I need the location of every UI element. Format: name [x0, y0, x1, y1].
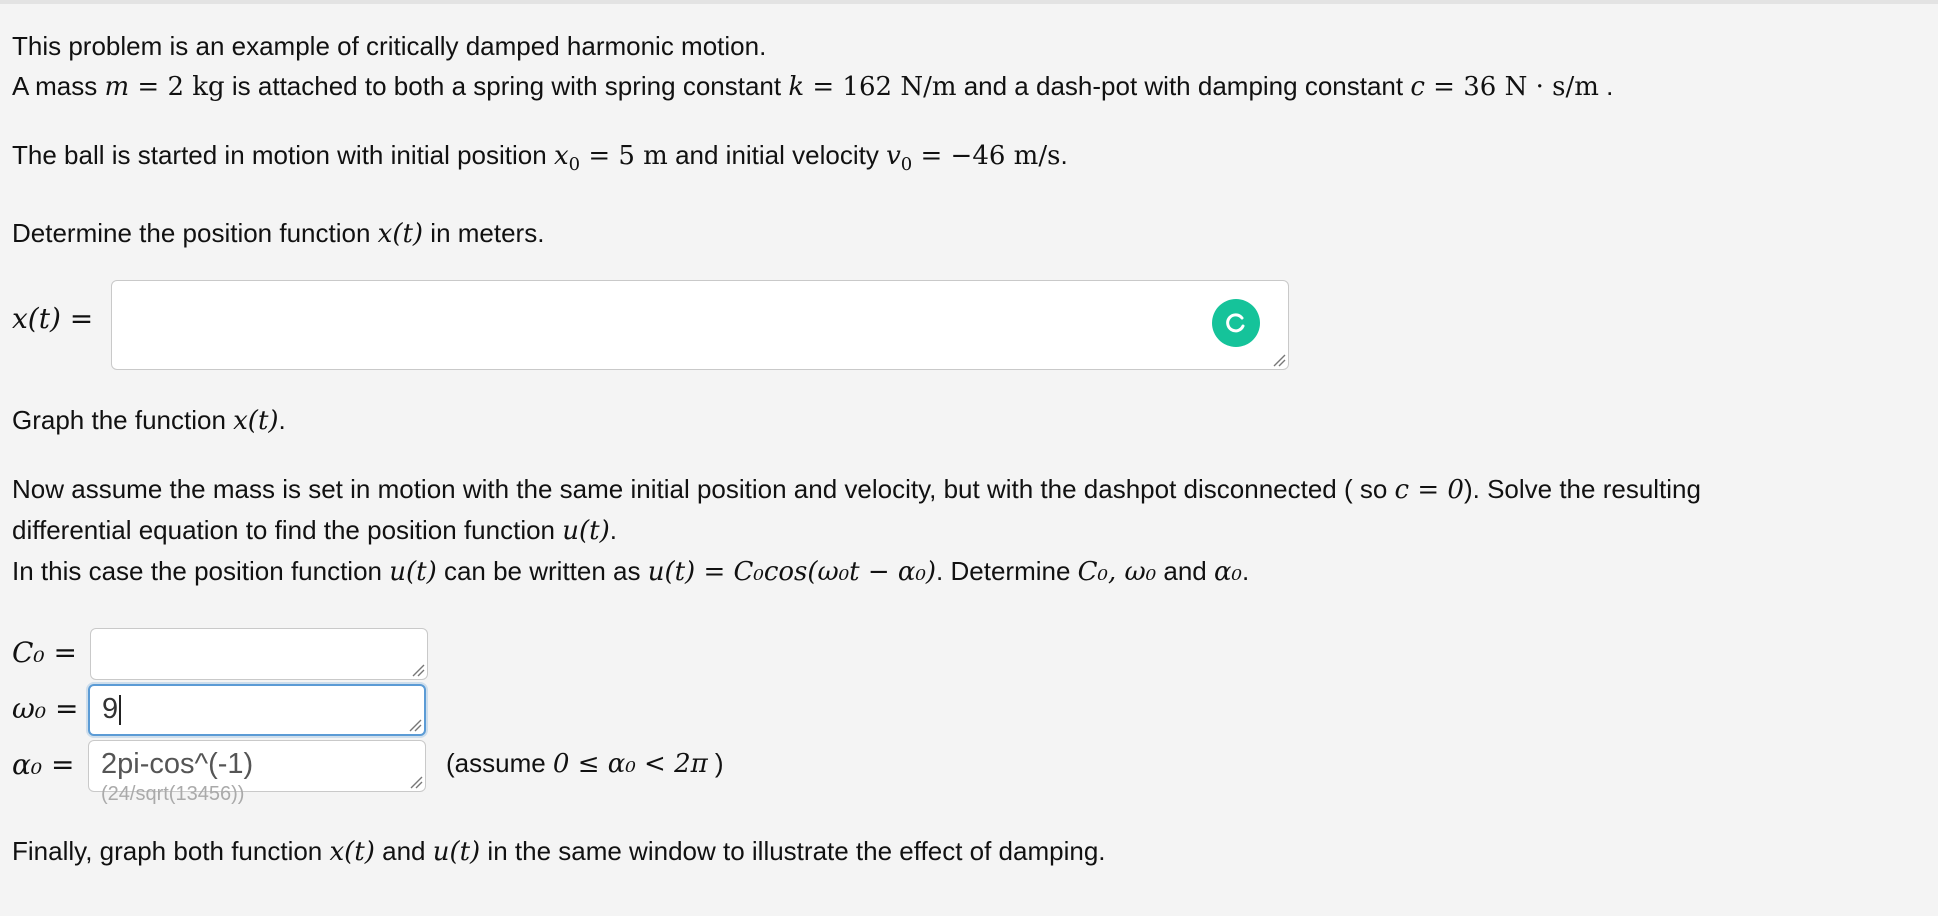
top-divider [0, 0, 1938, 4]
a0-label: α₀ = [12, 748, 75, 781]
problem-text [12, 26, 1922, 254]
initial-conditions: The ball is started in motion with initial position $x_0 = 5$ m and initial velocity $v_0 = -46$ m/s. [12, 140, 1068, 176]
text-caret [119, 695, 121, 725]
resize-handle-icon[interactable] [408, 718, 422, 732]
resize-handle-icon[interactable] [1272, 353, 1286, 367]
undamped-line-2: differential equation to find the position function u(t). [12, 515, 617, 546]
graph-and-undamped-text [12, 400, 1922, 592]
w0-input[interactable]: 9 [88, 684, 426, 736]
c0-input[interactable] [90, 628, 428, 680]
x-answer-label: x(t) = [12, 302, 94, 335]
w0-label: ω₀ = [12, 692, 79, 725]
undamped-line-1: Now assume the mass is set in motion with the same initial position and velocity, but with the dashpot disconnected ( so c = 0). Solve the resulting [12, 474, 1701, 505]
resize-handle-icon[interactable] [409, 775, 423, 789]
final-prompt: Finally, graph both function x(t) and u(t) in the same window to illustrate the effect of damping. [12, 836, 1106, 867]
resize-handle-icon[interactable] [411, 663, 425, 677]
x-answer-input[interactable] [111, 280, 1289, 370]
c0-label: C₀ = [12, 636, 78, 669]
determine-prompt: Determine the position function x(t) in meters. [12, 218, 545, 250]
a0-overflow-text: (24/sqrt(13456)) [101, 783, 245, 805]
a0-input[interactable]: 2pi-cos^(-1) (24/sqrt(13456)) [88, 740, 426, 792]
grammarly-icon[interactable] [1212, 299, 1260, 347]
intro-line-2: A mass m = 2 kg is attached to both a spring with spring constant k = 162 N/m and a dash-pot with damping constant c = 36 N · s/m . [12, 71, 1614, 102]
graph-prompt: Graph the function x(t). [12, 405, 286, 436]
intro-line-1: This problem is an example of critically damped harmonic motion. [12, 31, 767, 61]
alpha-range-note: (assume 0 ≤ α₀ < 2π ) [446, 748, 724, 779]
undamped-line-3: In this case the position function u(t) can be written as u(t) = C₀cos(ω₀t − α₀). Determine C₀, ω₀ and α₀. [12, 556, 1250, 587]
